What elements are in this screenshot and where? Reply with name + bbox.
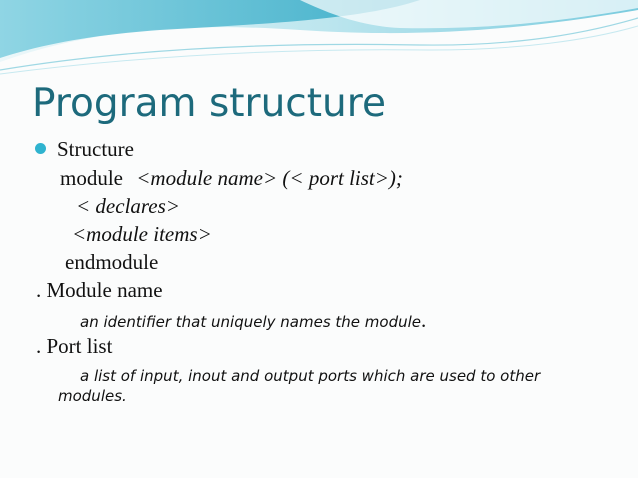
header-wave-decoration: [0, 0, 638, 80]
module-name-description-period: .: [421, 308, 427, 332]
port-list-description-line2: modules.: [58, 387, 127, 405]
section-module-name-heading: . Module name: [36, 278, 163, 302]
code-module-signature: <module name> (< port list>);: [136, 166, 403, 190]
code-module-items: <module items>: [72, 222, 212, 246]
slide-title: Program structure: [32, 81, 386, 126]
section-module-name-desc: [80, 307, 426, 333]
code-endmodule: endmodule: [65, 250, 159, 274]
code-module-keyword: module: [60, 166, 123, 190]
section-port-list-heading: . Port list: [36, 334, 113, 358]
bullet-structure: Structure: [57, 137, 134, 161]
code-declares: < declares>: [76, 194, 180, 218]
port-list-description-line1: a list of input, inout and output ports which are used to other: [80, 367, 541, 385]
code-module-line: [60, 165, 403, 191]
module-name-description: an identifier that uniquely names the module: [80, 313, 421, 331]
bullet-icon: [35, 143, 46, 154]
